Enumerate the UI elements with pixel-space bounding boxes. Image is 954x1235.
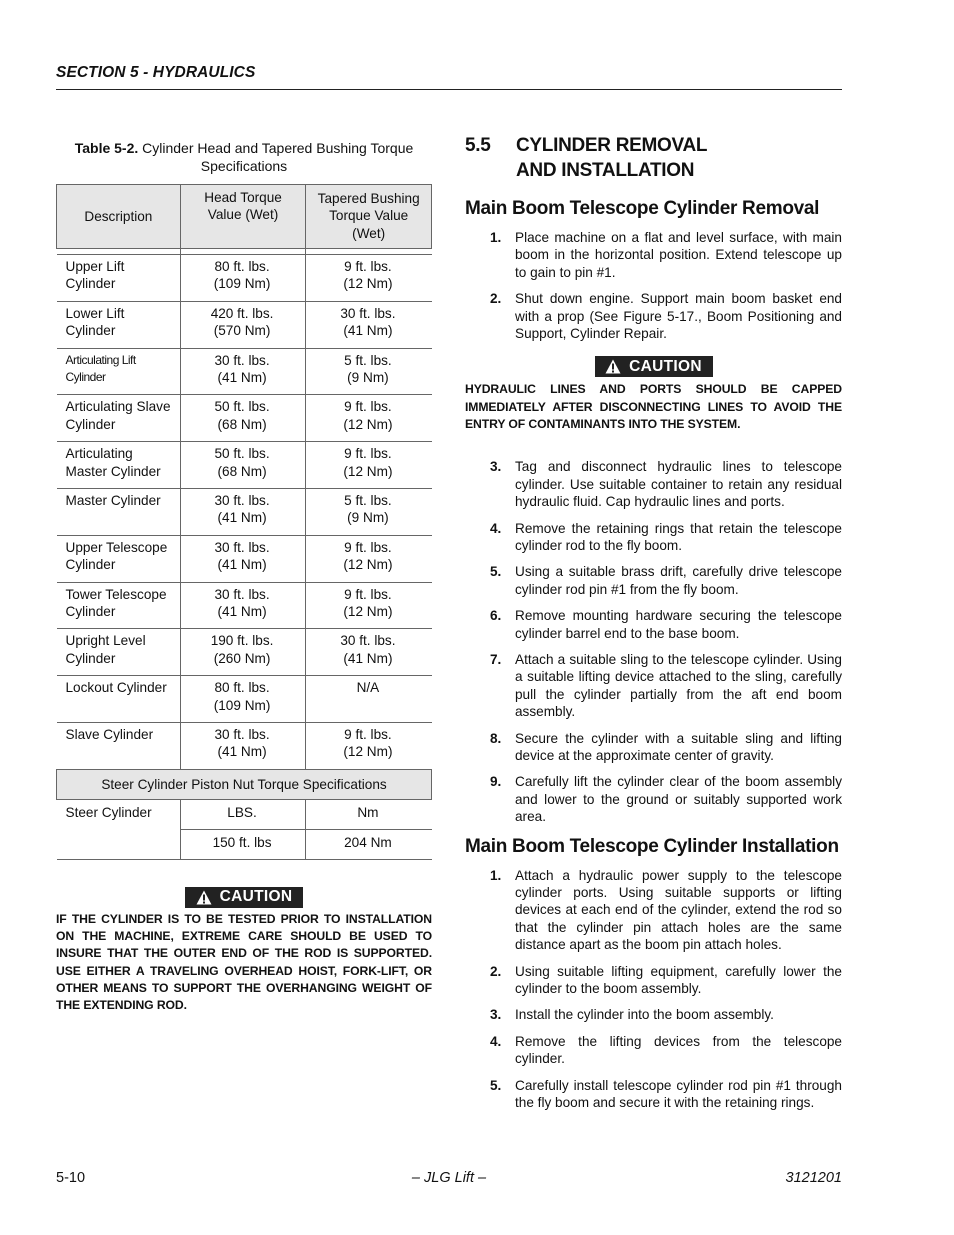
torque-ftlbs-value: 80 ft. lbs. bbox=[214, 680, 270, 696]
step-number: 5. bbox=[490, 564, 502, 580]
section-header-title: SECTION 5 - HYDRAULICS bbox=[56, 64, 256, 81]
row-head-torque-cell bbox=[180, 348, 306, 395]
step-text: Tag and disconnect hydraulic lines to telescope cylinder. Use suitable container to retain any residual hydraulic fluid. Cap hydraulic lines and ports. bbox=[515, 459, 842, 510]
caution-label: CAUTION bbox=[219, 888, 293, 906]
torque-ftlbs-value: 5 ft. lbs. bbox=[344, 492, 392, 508]
list-item bbox=[465, 290, 842, 342]
list-item bbox=[465, 773, 842, 825]
torque-nm-value: (12 Nm) bbox=[343, 276, 393, 292]
table-row bbox=[57, 255, 432, 302]
caution-label: CAUTION bbox=[629, 357, 702, 375]
installation-heading: Main Boom Telescope Cylinder Installation bbox=[465, 835, 839, 857]
torque-ftlbs-value: 9 ft. lbs. bbox=[344, 586, 392, 602]
torque-ftlbs-value: 9 ft. lbs. bbox=[344, 259, 392, 274]
step-number: 4. bbox=[490, 520, 502, 536]
caution-label-box bbox=[185, 887, 303, 908]
torque-nm-value: (41 Nm) bbox=[343, 323, 393, 339]
right-column bbox=[465, 133, 842, 1121]
torque-nm-value: (68 Nm) bbox=[217, 416, 267, 432]
step-text: Shut down engine. Support main boom basket end with a prop (See Figure 5-17., Boom Positioning and Support, Cylinder Repair. bbox=[515, 291, 842, 342]
caution-block-left bbox=[56, 887, 432, 1015]
section-heading bbox=[465, 133, 842, 183]
row-bush-torque-cell bbox=[306, 488, 432, 535]
row-bush-torque-cell bbox=[306, 535, 432, 582]
warning-triangle-icon bbox=[196, 890, 212, 905]
table-row bbox=[57, 348, 432, 395]
torque-nm-value: (260 Nm) bbox=[213, 650, 271, 666]
torque-ftlbs-value: 30 ft. lbs. bbox=[340, 305, 396, 321]
row-bush-torque-cell bbox=[306, 348, 432, 395]
torque-nm-value: (109 Nm) bbox=[213, 276, 271, 292]
step-text: Using a suitable brass drift, carefully drive telescope cylinder rod pin #1 from the fly boom. bbox=[515, 564, 842, 597]
table-caption-number: Table 5-2. bbox=[74, 140, 139, 156]
table-caption-text: Cylinder Head and Tapered Bushing Torque Specifications bbox=[138, 140, 414, 174]
torque-nm-value: (570 Nm) bbox=[213, 323, 271, 339]
list-item bbox=[465, 1077, 842, 1112]
row-bush-torque-cell bbox=[306, 722, 432, 769]
torque-ftlbs-value: 190 ft. lbs. bbox=[210, 633, 274, 649]
torque-ftlbs-value: 30 ft. lbs. bbox=[340, 633, 396, 649]
steer-val2-cell: 204 Nm bbox=[306, 829, 432, 859]
torque-nm-value: (68 Nm) bbox=[217, 463, 267, 479]
list-item bbox=[465, 651, 842, 721]
steer-col2-cell: Nm bbox=[306, 799, 432, 829]
step-number: 4. bbox=[490, 1033, 502, 1049]
torque-ftlbs-value: 30 ft. lbs. bbox=[214, 492, 270, 508]
page-number: 5-10 bbox=[56, 1170, 86, 1186]
caution-text-left: IF THE CYLINDER IS TO BE TESTED PRIOR TO INSTALLATION ON THE MACHINE, EXTREME CARE SHOULD BE USED TO INSURE THAT THE OUTER END OF THE ROD IS SUPPORTED. USE EITHER A TRAVELING OVERHEAD HOIST, FORK-LIFT, OR OTHER MEANS TO SUPPORT THE OVERHANGING WEIGHT OF THE EXTENDING ROD. bbox=[56, 911, 432, 1013]
row-description-cell: Articulating Master Cylinder bbox=[57, 442, 181, 489]
step-text: Using suitable lifting equipment, carefully lower the cylinder to the boom assembly. bbox=[515, 963, 842, 997]
list-item bbox=[465, 963, 842, 998]
torque-nm-value: (41 Nm) bbox=[217, 603, 267, 619]
step-number: 8. bbox=[490, 730, 502, 746]
step-number: 6. bbox=[490, 608, 502, 624]
torque-nm-value: (41 Nm) bbox=[217, 557, 267, 573]
table-row bbox=[57, 395, 432, 442]
torque-nm-value: (109 Nm) bbox=[213, 697, 271, 713]
step-number: 9. bbox=[490, 774, 502, 790]
step-number: 2. bbox=[490, 963, 502, 979]
row-head-torque-cell bbox=[180, 629, 306, 676]
list-item bbox=[465, 607, 842, 642]
row-description-cell: Articulating Lift Cylinder bbox=[57, 348, 181, 395]
removal-steps-list-b bbox=[465, 458, 842, 825]
row-bush-torque-cell bbox=[306, 395, 432, 442]
left-column bbox=[56, 139, 432, 1015]
step-text: Remove the retaining rings that retain the telescope cylinder rod to the fly boom. bbox=[515, 520, 842, 553]
step-number: 3. bbox=[490, 1007, 502, 1023]
row-bush-torque-cell bbox=[306, 629, 432, 676]
torque-ftlbs-value: 9 ft. lbs. bbox=[344, 539, 392, 555]
step-number: 7. bbox=[490, 651, 502, 667]
installation-steps-list bbox=[465, 867, 842, 1112]
row-head-torque-cell bbox=[180, 582, 306, 629]
row-bush-torque-cell bbox=[306, 255, 432, 302]
table-row bbox=[57, 582, 432, 629]
row-description-cell: Articulating Slave Cylinder bbox=[57, 395, 181, 442]
section-title: CYLINDER REMOVAL AND INSTALLATION bbox=[516, 135, 707, 181]
table-caption bbox=[56, 139, 432, 175]
torque-nm-value: (12 Nm) bbox=[343, 603, 393, 619]
step-text: Place machine on a flat and level surface, with main boom in the horizontal position. Extend telescope up to gain to pin #1. bbox=[515, 230, 842, 280]
table-row bbox=[57, 799, 432, 829]
torque-nm-value: (12 Nm) bbox=[343, 416, 393, 432]
row-head-torque-cell bbox=[180, 442, 306, 489]
row-head-torque-cell bbox=[180, 488, 306, 535]
step-number: 3. bbox=[490, 459, 502, 475]
torque-ftlbs-value: 9 ft. lbs. bbox=[344, 726, 392, 742]
col-header-tapered-bushing: Tapered Bushing Torque Value (Wet) bbox=[306, 185, 432, 249]
table-row bbox=[57, 535, 432, 582]
row-description-cell: Lower Lift Cylinder bbox=[57, 301, 181, 348]
torque-nm-value: (41 Nm) bbox=[343, 650, 393, 666]
row-head-torque-cell bbox=[180, 395, 306, 442]
list-item bbox=[465, 229, 842, 281]
torque-table-body bbox=[57, 249, 432, 770]
caution-text-right: HYDRAULIC LINES AND PORTS SHOULD BE CAPPED IMMEDIATELY AFTER DISCONNECTING LINES TO AVOID THE ENTRY OF CONTAMINANTS INTO THE SYSTEM. bbox=[465, 382, 842, 432]
row-bush-torque-cell bbox=[306, 582, 432, 629]
step-text: Remove mounting hardware securing the telescope cylinder barrel end to the base boom. bbox=[515, 608, 842, 641]
list-item bbox=[465, 458, 842, 510]
torque-table bbox=[56, 184, 432, 860]
row-bush-torque-cell bbox=[306, 676, 432, 723]
page-header bbox=[56, 64, 842, 90]
steer-val1-cell: 150 ft. lbs bbox=[180, 829, 306, 859]
step-number: 2. bbox=[490, 291, 502, 307]
step-text: Secure the cylinder with a suitable sling and lifting device at the approximate center of gravity. bbox=[515, 730, 842, 764]
row-head-torque-cell bbox=[180, 722, 306, 769]
steer-table-body bbox=[57, 769, 432, 859]
table-row bbox=[57, 722, 432, 769]
list-item bbox=[465, 867, 842, 954]
steer-col1-cell: LBS. bbox=[180, 799, 306, 829]
torque-nm-value: (12 Nm) bbox=[343, 744, 393, 760]
torque-ftlbs-value: 9 ft. lbs. bbox=[344, 446, 392, 462]
step-text: Install the cylinder into the boom assembly. bbox=[515, 1007, 774, 1023]
row-description-cell: Upper Telescope Cylinder bbox=[57, 535, 181, 582]
torque-ftlbs-value: 30 ft. lbs. bbox=[214, 726, 270, 742]
torque-ftlbs-value: 80 ft. lbs. bbox=[214, 259, 270, 274]
step-text: Attach a suitable sling to the telescope cylinder. Using a suitable lifting device attached to the sling, carefully pull the cylinder partially from the aft end boom assembly. bbox=[515, 651, 842, 720]
col-header-description: Description bbox=[57, 185, 181, 249]
torque-ftlbs-value: 30 ft. lbs. bbox=[214, 586, 270, 602]
list-item bbox=[465, 1033, 842, 1068]
step-number: 5. bbox=[490, 1077, 502, 1093]
torque-ftlbs-value: 30 ft. lbs. bbox=[214, 352, 270, 368]
step-number: 1. bbox=[490, 867, 502, 883]
torque-ftlbs-value: 50 ft. lbs. bbox=[214, 399, 270, 415]
row-description-cell: Slave Cylinder bbox=[57, 722, 181, 769]
col-header-head-torque: Head Torque Value (Wet) bbox=[180, 185, 306, 249]
steer-spec-heading: Steer Cylinder Piston Nut Torque Specifications bbox=[57, 769, 432, 799]
torque-ftlbs-value: 30 ft. lbs. bbox=[214, 539, 270, 555]
torque-nm-value: (12 Nm) bbox=[343, 557, 393, 573]
list-item bbox=[465, 520, 842, 555]
list-item bbox=[465, 563, 842, 598]
row-description-cell: Lockout Cylinder bbox=[57, 676, 181, 723]
document-number: 3121201 bbox=[785, 1170, 842, 1186]
row-bush-torque-cell bbox=[306, 442, 432, 489]
torque-nm-value: (41 Nm) bbox=[217, 370, 267, 385]
row-head-torque-cell bbox=[180, 255, 306, 302]
row-description-cell: Upright Level Cylinder bbox=[57, 629, 181, 676]
torque-ftlbs-value: 5 ft. lbs. bbox=[344, 352, 392, 368]
row-head-torque-cell bbox=[180, 301, 306, 348]
row-head-torque-cell bbox=[180, 676, 306, 723]
section-number: 5.5 bbox=[465, 135, 491, 156]
caution-label-box bbox=[595, 356, 713, 377]
torque-ftlbs-value: N/A bbox=[356, 680, 380, 696]
row-head-torque-cell bbox=[180, 535, 306, 582]
torque-nm-value: (9 Nm) bbox=[347, 510, 389, 526]
torque-nm-value: (12 Nm) bbox=[343, 463, 393, 479]
torque-nm-value: (41 Nm) bbox=[217, 744, 267, 760]
table-row bbox=[57, 488, 432, 535]
step-text: Carefully lift the cylinder clear of the boom assembly and lower to the ground or suitably supported work area. bbox=[515, 774, 842, 825]
torque-nm-value: (9 Nm) bbox=[347, 370, 389, 385]
removal-heading: Main Boom Telescope Cylinder Removal bbox=[465, 198, 820, 219]
table-row bbox=[57, 676, 432, 723]
row-bush-torque-cell bbox=[306, 301, 432, 348]
steer-desc-cell: Steer Cylinder bbox=[57, 799, 181, 859]
table-row bbox=[57, 442, 432, 489]
caution-block-right bbox=[465, 356, 842, 433]
warning-triangle-icon bbox=[605, 359, 621, 374]
table-row bbox=[57, 301, 432, 348]
row-description-cell: Master Cylinder bbox=[57, 488, 181, 535]
table-row bbox=[57, 629, 432, 676]
torque-ftlbs-value: 50 ft. lbs. bbox=[214, 446, 270, 462]
row-description-cell: Upper Lift Cylinder bbox=[57, 255, 181, 302]
step-number: 1. bbox=[490, 230, 502, 245]
row-description-cell: Tower Telescope Cylinder bbox=[57, 582, 181, 629]
list-item bbox=[465, 730, 842, 765]
list-item bbox=[465, 1006, 842, 1023]
removal-steps-list-a bbox=[465, 229, 842, 342]
torque-ftlbs-value: 420 ft. lbs. bbox=[210, 305, 274, 321]
step-text: Remove the lifting devices from the telescope cylinder. bbox=[515, 1033, 842, 1067]
footer-center-text: – JLG Lift – bbox=[411, 1170, 487, 1186]
torque-nm-value: (41 Nm) bbox=[217, 510, 267, 526]
step-text: Attach a hydraulic power supply to the telescope cylinder ports. Using suitable supports or lifting devices at each end of the cylinder, extend the rod so that the cylinder pin attach holes are the same distance apart as the boom pin attach holes. bbox=[515, 867, 842, 953]
step-text: Carefully install telescope cylinder rod pin #1 through the fly boom and secure it with the retaining rings. bbox=[515, 1077, 842, 1111]
torque-ftlbs-value: 9 ft. lbs. bbox=[344, 399, 392, 415]
